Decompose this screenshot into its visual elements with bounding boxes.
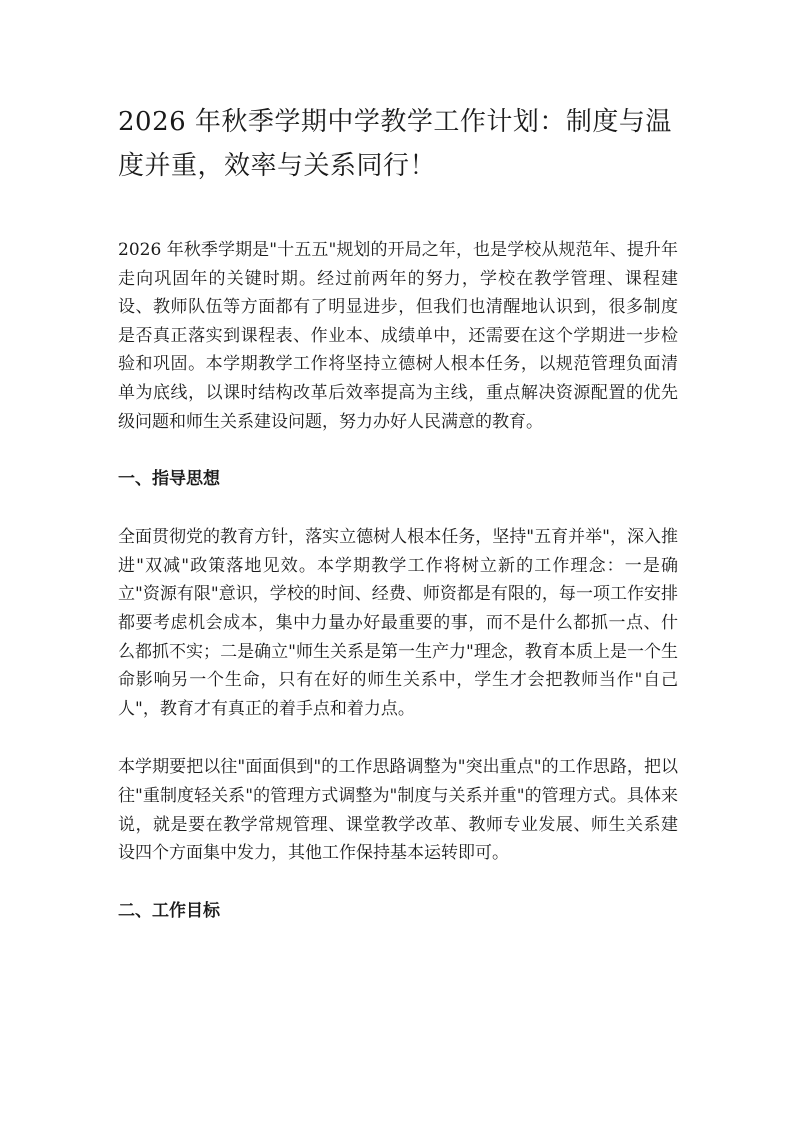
- document-page: [118, 100, 678, 925]
- section-heading-guiding-ideology: 一、指导思想: [118, 469, 220, 490]
- guiding-ideology-paragraph-1: 全面贯彻党的教育方针，落实立德树人根本任务，坚持"五育并举"，深入推进"双减"政策落地见效。本学期教学工作将树立新的工作理念：一是确立"资源有限"意识，学校的时间、经费、师资都是有限的，每一项工作安排都要考虑机会成本，集中力量办好最重要的事，而不是什么都抓一点、什么都抓不实；二是确立"师生关系是第一生产力"理念，教育本质上是一个生命影响另一个生命，只有在好的师生关系中，学生才会把教师当作"自己人"，教育才有真正的着手点和着力点。: [118, 527, 678, 719]
- guiding-ideology-paragraph-2: 本学期要把以往"面面俱到"的工作思路调整为"突出重点"的工作思路，把以往"重制度轻关系"的管理方式调整为"制度与关系并重"的管理方式。具体来说，就是要在教学常规管理、课堂教学改革、教师专业发展、师生关系建设四个方面集中发力，其他工作保持基本运转即可。: [118, 757, 678, 864]
- section-heading-work-goals: 二、工作目标: [118, 900, 220, 921]
- document-title: 2026 年秋季学期中学教学工作计划：制度与温度并重，效率与关系同行！: [118, 107, 672, 181]
- intro-paragraph: 2026 年秋季学期是"十五五"规划的开局之年，也是学校从规范年、提升年走向巩固年的关键时期。经过前两年的努力，学校在教学管理、课程建设、教师队伍等方面都有了明显进步，但我们也清醒地认识到，很多制度是否真正落实到课程表、作业本、成绩单中，还需要在这个学期进一步检验和巩固。本学期教学工作将坚持立德树人根本任务，以规范管理负面清单为底线，以课时结构改革后效率提高为主线，重点解决资源配置的优先级问题和师生关系建设问题，努力办好人民满意的教育。: [118, 240, 678, 432]
